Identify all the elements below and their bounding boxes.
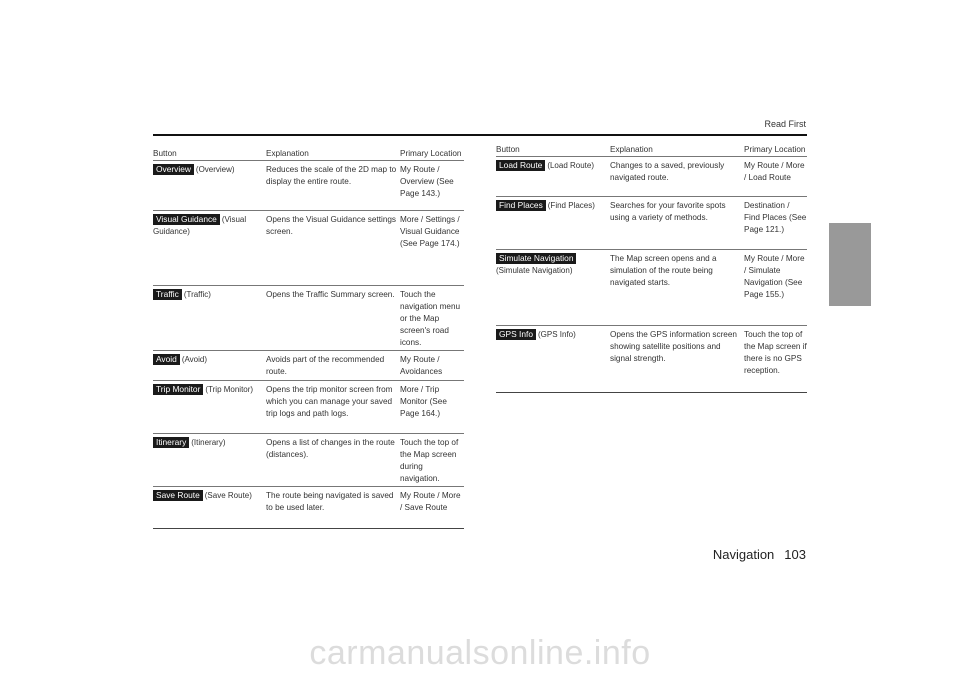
traffic-button: Traffic (153, 289, 182, 300)
table-row (153, 286, 464, 351)
button-name: (Visual Guidance) (153, 215, 247, 236)
button-name: (Trip Monitor) (205, 385, 254, 394)
table-row (496, 326, 807, 393)
section-header: Read First (764, 119, 806, 129)
button-name: (Find Places) (547, 201, 595, 210)
explanation-text: Opens the Traffic Summary screen. (266, 290, 395, 299)
location-text: Touch the top of the Map screen if there is no GPS reception. (744, 330, 807, 375)
location-text: My Route / Avoidances (400, 355, 443, 376)
table-row (496, 197, 807, 250)
explanation-text: Opens the GPS information screen showing satellite positions and signal strength. (610, 330, 737, 363)
location-text: My Route / Overview (See Page 143.) (400, 165, 454, 198)
location-text: Destination / Find Places (See Page 121.) (744, 201, 807, 234)
location-text: More / Settings / Visual Guidance (See Page 174.) (400, 215, 460, 248)
page-number: 103 (784, 547, 806, 562)
table-row (153, 381, 464, 434)
explanation-text: The route being navigated is saved to be used later. (266, 491, 394, 512)
explanation-text: Searches for your favorite spots using a variety of methods. (610, 201, 726, 222)
find-places-button: Find Places (496, 200, 546, 211)
location-text: My Route / More / Simulate Navigation (See Page 155.) (744, 254, 805, 299)
button-name: (Overview) (195, 165, 235, 174)
col-header-button: Button (496, 145, 520, 154)
table-row (153, 434, 464, 487)
watermark-text: carmanualsonline.info (309, 634, 651, 672)
explanation-text: Opens the Visual Guidance settings screen. (266, 215, 397, 236)
button-name: (Itinerary) (191, 438, 226, 447)
chapter-tab (829, 223, 871, 306)
col-header-button: Button (153, 149, 177, 158)
col-header-location: Primary Location (400, 149, 462, 158)
itinerary-button: Itinerary (153, 437, 189, 448)
button-name: (Save Route) (204, 491, 252, 500)
page-footer (713, 547, 806, 562)
location-text: Touch the top of the Map screen during navigation. (400, 438, 459, 483)
save-route-button: Save Route (153, 490, 203, 501)
load-route-button: Load Route (496, 160, 545, 171)
explanation-text: Changes to a saved, previously navigated route. (610, 161, 725, 182)
overview-button: Overview (153, 164, 194, 175)
button-name: (Traffic) (183, 290, 211, 299)
visual-guidance-button: Visual Guidance (153, 214, 220, 225)
button-name: (Load Route) (547, 161, 595, 170)
simulate-navigation-button: Simulate Navigation (496, 253, 576, 264)
col-header-location: Primary Location (744, 145, 806, 154)
explanation-text: Opens a list of changes in the route (distances). (266, 438, 395, 459)
button-name: (Avoid) (181, 355, 208, 364)
gps-info-button: GPS Info (496, 329, 536, 340)
location-text: Touch the navigation menu or the Map screen's road icons. (400, 290, 461, 347)
trip-monitor-button: Trip Monitor (153, 384, 203, 395)
table-row (496, 250, 807, 326)
col-header-explanation: Explanation (610, 145, 653, 154)
col-header-explanation: Explanation (266, 149, 309, 158)
left-button-table (153, 149, 464, 529)
explanation-text: Reduces the scale of the 2D map to display the entire route. (266, 165, 397, 186)
top-rule (153, 134, 807, 136)
chapter-title: Navigation (712, 547, 775, 562)
button-name: (Simulate Navigation) (496, 266, 573, 275)
table-row (153, 351, 464, 381)
location-text: My Route / More / Save Route (400, 491, 461, 512)
explanation-text: Opens the trip monitor screen from which you can manage your saved trip logs and path logs. (266, 385, 393, 418)
location-text: My Route / More / Load Route (744, 161, 805, 182)
avoid-button: Avoid (153, 354, 180, 365)
table-row (496, 157, 807, 197)
left-table-header (153, 149, 464, 161)
explanation-text: Avoids part of the recommended route. (266, 355, 385, 376)
explanation-text: The Map screen opens and a simulation of the route being navigated starts. (610, 254, 717, 287)
table-row (153, 487, 464, 529)
table-row (153, 161, 464, 211)
right-button-table (496, 145, 807, 393)
table-row (153, 211, 464, 286)
right-table-header (496, 145, 807, 157)
location-text: More / Trip Monitor (See Page 164.) (400, 385, 447, 418)
button-name: (GPS Info) (537, 330, 576, 339)
